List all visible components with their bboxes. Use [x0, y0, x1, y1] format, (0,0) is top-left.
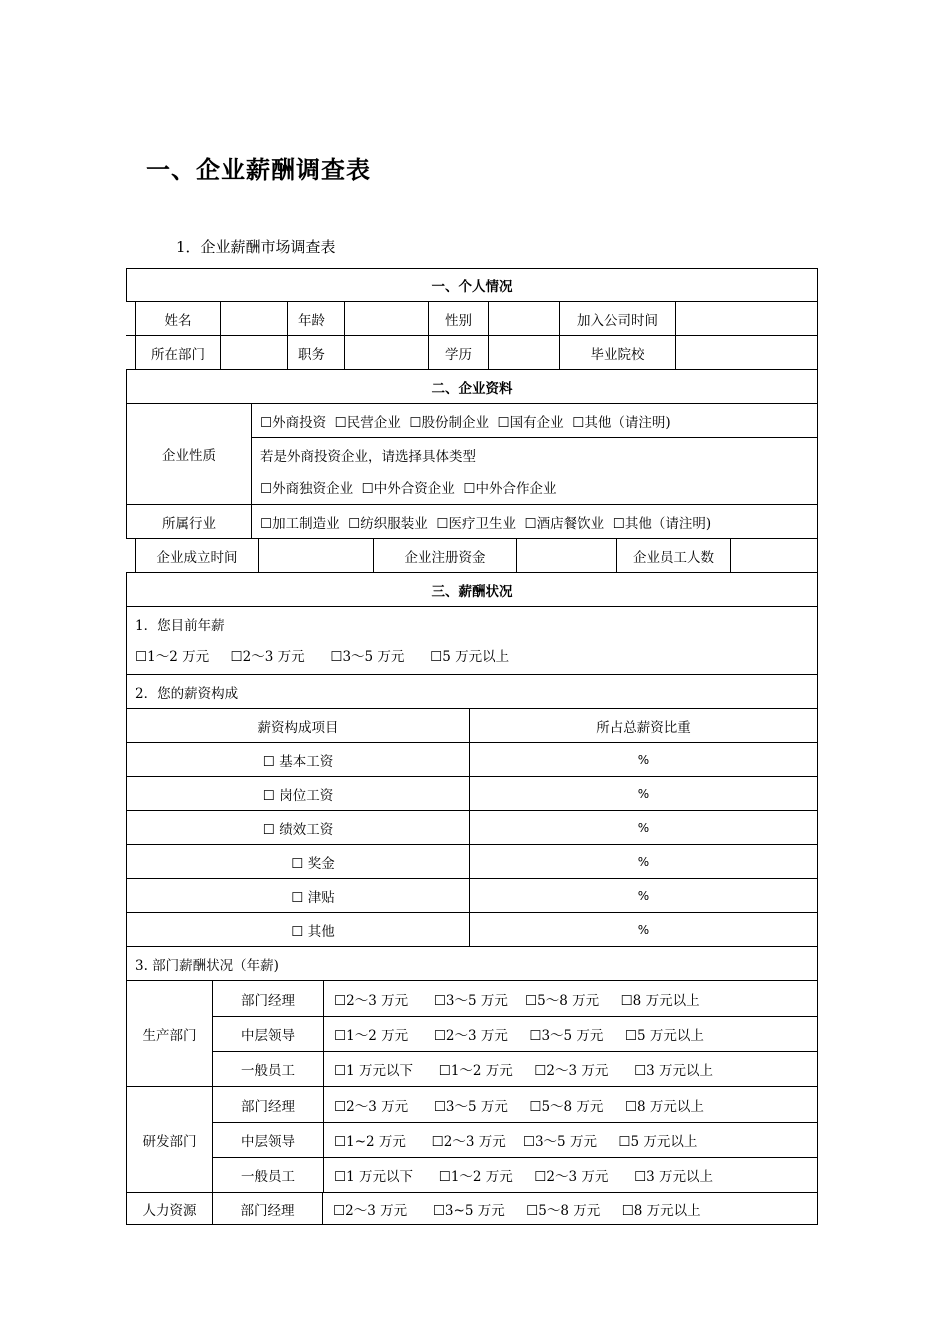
question-salary-composition — [126, 675, 818, 709]
role-label: 部门经理 — [241, 1098, 295, 1115]
section-title: 一、个人情况 — [431, 279, 513, 295]
industry-options[interactable]: ☐加工制造业 ☐纺织服装业 ☐医疗卫生业 ☐酒店餐饮业 ☐其他（请注明) — [251, 505, 817, 538]
field-label: 姓名 — [135, 302, 220, 335]
composition-row — [126, 743, 818, 777]
department-name: 研发部门 — [142, 1133, 197, 1150]
composition-item-checkbox[interactable]: ☐ 奖金 — [291, 855, 335, 872]
department-block — [126, 981, 818, 1087]
question-label: 1．您目前年薪 — [135, 618, 225, 634]
department-rows — [212, 981, 817, 1086]
survey-table — [126, 268, 818, 1225]
role-salary-options[interactable]: ☐2～3 万元 ☐3～5 万元 ☐5～8 万元 ☐8 万元以上 — [323, 981, 817, 1016]
composition-row — [126, 913, 818, 947]
composition-row — [126, 777, 818, 811]
role-label: 部门经理 — [241, 992, 295, 1009]
field-label: 职务 — [287, 336, 344, 369]
field-label: 学历 — [428, 336, 488, 369]
composition-percent[interactable]: % — [469, 845, 817, 878]
role-salary-options[interactable]: ☐1~2 万元 ☐2～3 万元 ☐3～5 万元 ☐5 万元以上 — [323, 1122, 817, 1157]
field-label: 企业员工人数 — [616, 539, 730, 572]
nature-options-cell — [251, 404, 817, 504]
section-header-company — [126, 370, 818, 404]
role-salary-options[interactable]: ☐1 万元以下 ☐1～2 万元 ☐2～3 万元 ☐3 万元以上 — [323, 1157, 817, 1192]
question-label: 3. 部门薪酬状况（年薪) — [135, 957, 279, 974]
department-name: 人力资源 — [142, 1202, 197, 1219]
department-block — [126, 1193, 818, 1225]
school-field[interactable] — [675, 336, 817, 369]
question-label: 2．您的薪资构成 — [135, 685, 239, 702]
role-salary-options[interactable]: ☐1～2 万元 ☐2～3 万元 ☐3～5 万元 ☐5 万元以上 — [323, 1016, 817, 1051]
composition-row — [126, 811, 818, 845]
department-block — [126, 1087, 818, 1193]
field-label: 企业性质 — [162, 448, 216, 464]
role-label: 部门经理 — [212, 1193, 322, 1224]
role-salary-options[interactable]: ☐2～3 万元 ☐3～5 万元 ☐5～8 万元 ☐8 万元以上 — [323, 1087, 817, 1122]
role-label: 中层领导 — [241, 1027, 295, 1044]
enterprise-info-row — [126, 539, 818, 573]
role-label: 中层领导 — [241, 1133, 295, 1150]
column-header: 薪资构成项目 — [257, 719, 339, 736]
composition-percent[interactable]: % — [469, 777, 817, 810]
age-field[interactable] — [344, 302, 428, 335]
position-field[interactable] — [344, 336, 428, 369]
composition-item-checkbox[interactable]: ☐ 其他 — [291, 923, 335, 940]
field-label: 毕业院校 — [559, 336, 675, 369]
composition-item-checkbox[interactable]: ☐ 津贴 — [291, 889, 335, 906]
composition-row — [126, 879, 818, 913]
composition-percent[interactable]: % — [469, 913, 817, 946]
composition-row — [126, 845, 818, 879]
gender-field[interactable] — [488, 302, 559, 335]
founded-field[interactable] — [258, 539, 373, 572]
section-header-salary — [126, 573, 818, 607]
department-rows — [212, 1087, 817, 1192]
section-header-personal — [126, 268, 818, 302]
salary-range-options[interactable]: ☐1～2 万元 ☐2～3 万元 ☐3～5 万元 ☐5 万元以上 — [135, 649, 510, 665]
field-label: 性别 — [428, 302, 488, 335]
composition-percent[interactable]: % — [469, 879, 817, 912]
field-label: 企业注册资金 — [373, 539, 516, 572]
education-field[interactable] — [488, 336, 559, 369]
section-title: 二、企业资料 — [431, 380, 513, 397]
composition-percent[interactable]: % — [469, 743, 817, 776]
page-title: 一、企业薪酬调查表 — [146, 155, 371, 184]
department-name: 生产部门 — [142, 1027, 197, 1044]
role-salary-options[interactable]: ☐2～3 万元 ☐3~5 万元 ☐5～8 万元 ☐8 万元以上 — [322, 1193, 817, 1224]
composition-item-checkbox[interactable]: ☐ 岗位工资 — [262, 787, 334, 804]
personal-row — [126, 336, 818, 370]
capital-field[interactable] — [516, 539, 616, 572]
table-subtitle: 1．企业薪酬市场调查表 — [176, 238, 336, 256]
foreign-type-prompt: 若是外商投资企业，请选择具体类型 — [260, 448, 476, 465]
join-date-field[interactable] — [675, 302, 817, 335]
foreign-type-options[interactable]: ☐外商独资企业 ☐中外合资企业 ☐中外合作企业 — [260, 481, 557, 497]
enterprise-nature-row — [126, 404, 818, 505]
field-label: 所在部门 — [135, 336, 220, 369]
section-title: 三、薪酬状况 — [431, 583, 513, 600]
staff-count-field[interactable] — [730, 539, 817, 572]
nature-options[interactable]: ☐外商投资 ☐民营企业 ☐股份制企业 ☐国有企业 ☐其他（请注明) — [260, 414, 671, 431]
composition-header-row — [126, 709, 818, 743]
field-label: 所属行业 — [162, 515, 216, 532]
department-field[interactable] — [220, 336, 287, 369]
composition-item-checkbox[interactable]: ☐ 绩效工资 — [262, 821, 334, 838]
role-label: 一般员工 — [241, 1168, 295, 1185]
composition-item-checkbox[interactable]: ☐ 基本工资 — [262, 753, 334, 770]
role-label: 一般员工 — [241, 1062, 295, 1079]
column-header: 所占总薪资比重 — [469, 709, 817, 742]
question-current-salary — [126, 607, 818, 675]
personal-row — [126, 302, 818, 336]
role-salary-options[interactable]: ☐1 万元以下 ☐1～2 万元 ☐2～3 万元 ☐3 万元以上 — [323, 1051, 817, 1086]
field-label: 加入公司时间 — [559, 302, 675, 335]
name-field[interactable] — [220, 302, 287, 335]
question-department-salary — [126, 947, 818, 981]
field-label: 年龄 — [287, 302, 344, 335]
industry-row — [126, 505, 818, 539]
composition-percent[interactable]: % — [469, 811, 817, 844]
field-label: 企业成立时间 — [135, 539, 258, 572]
